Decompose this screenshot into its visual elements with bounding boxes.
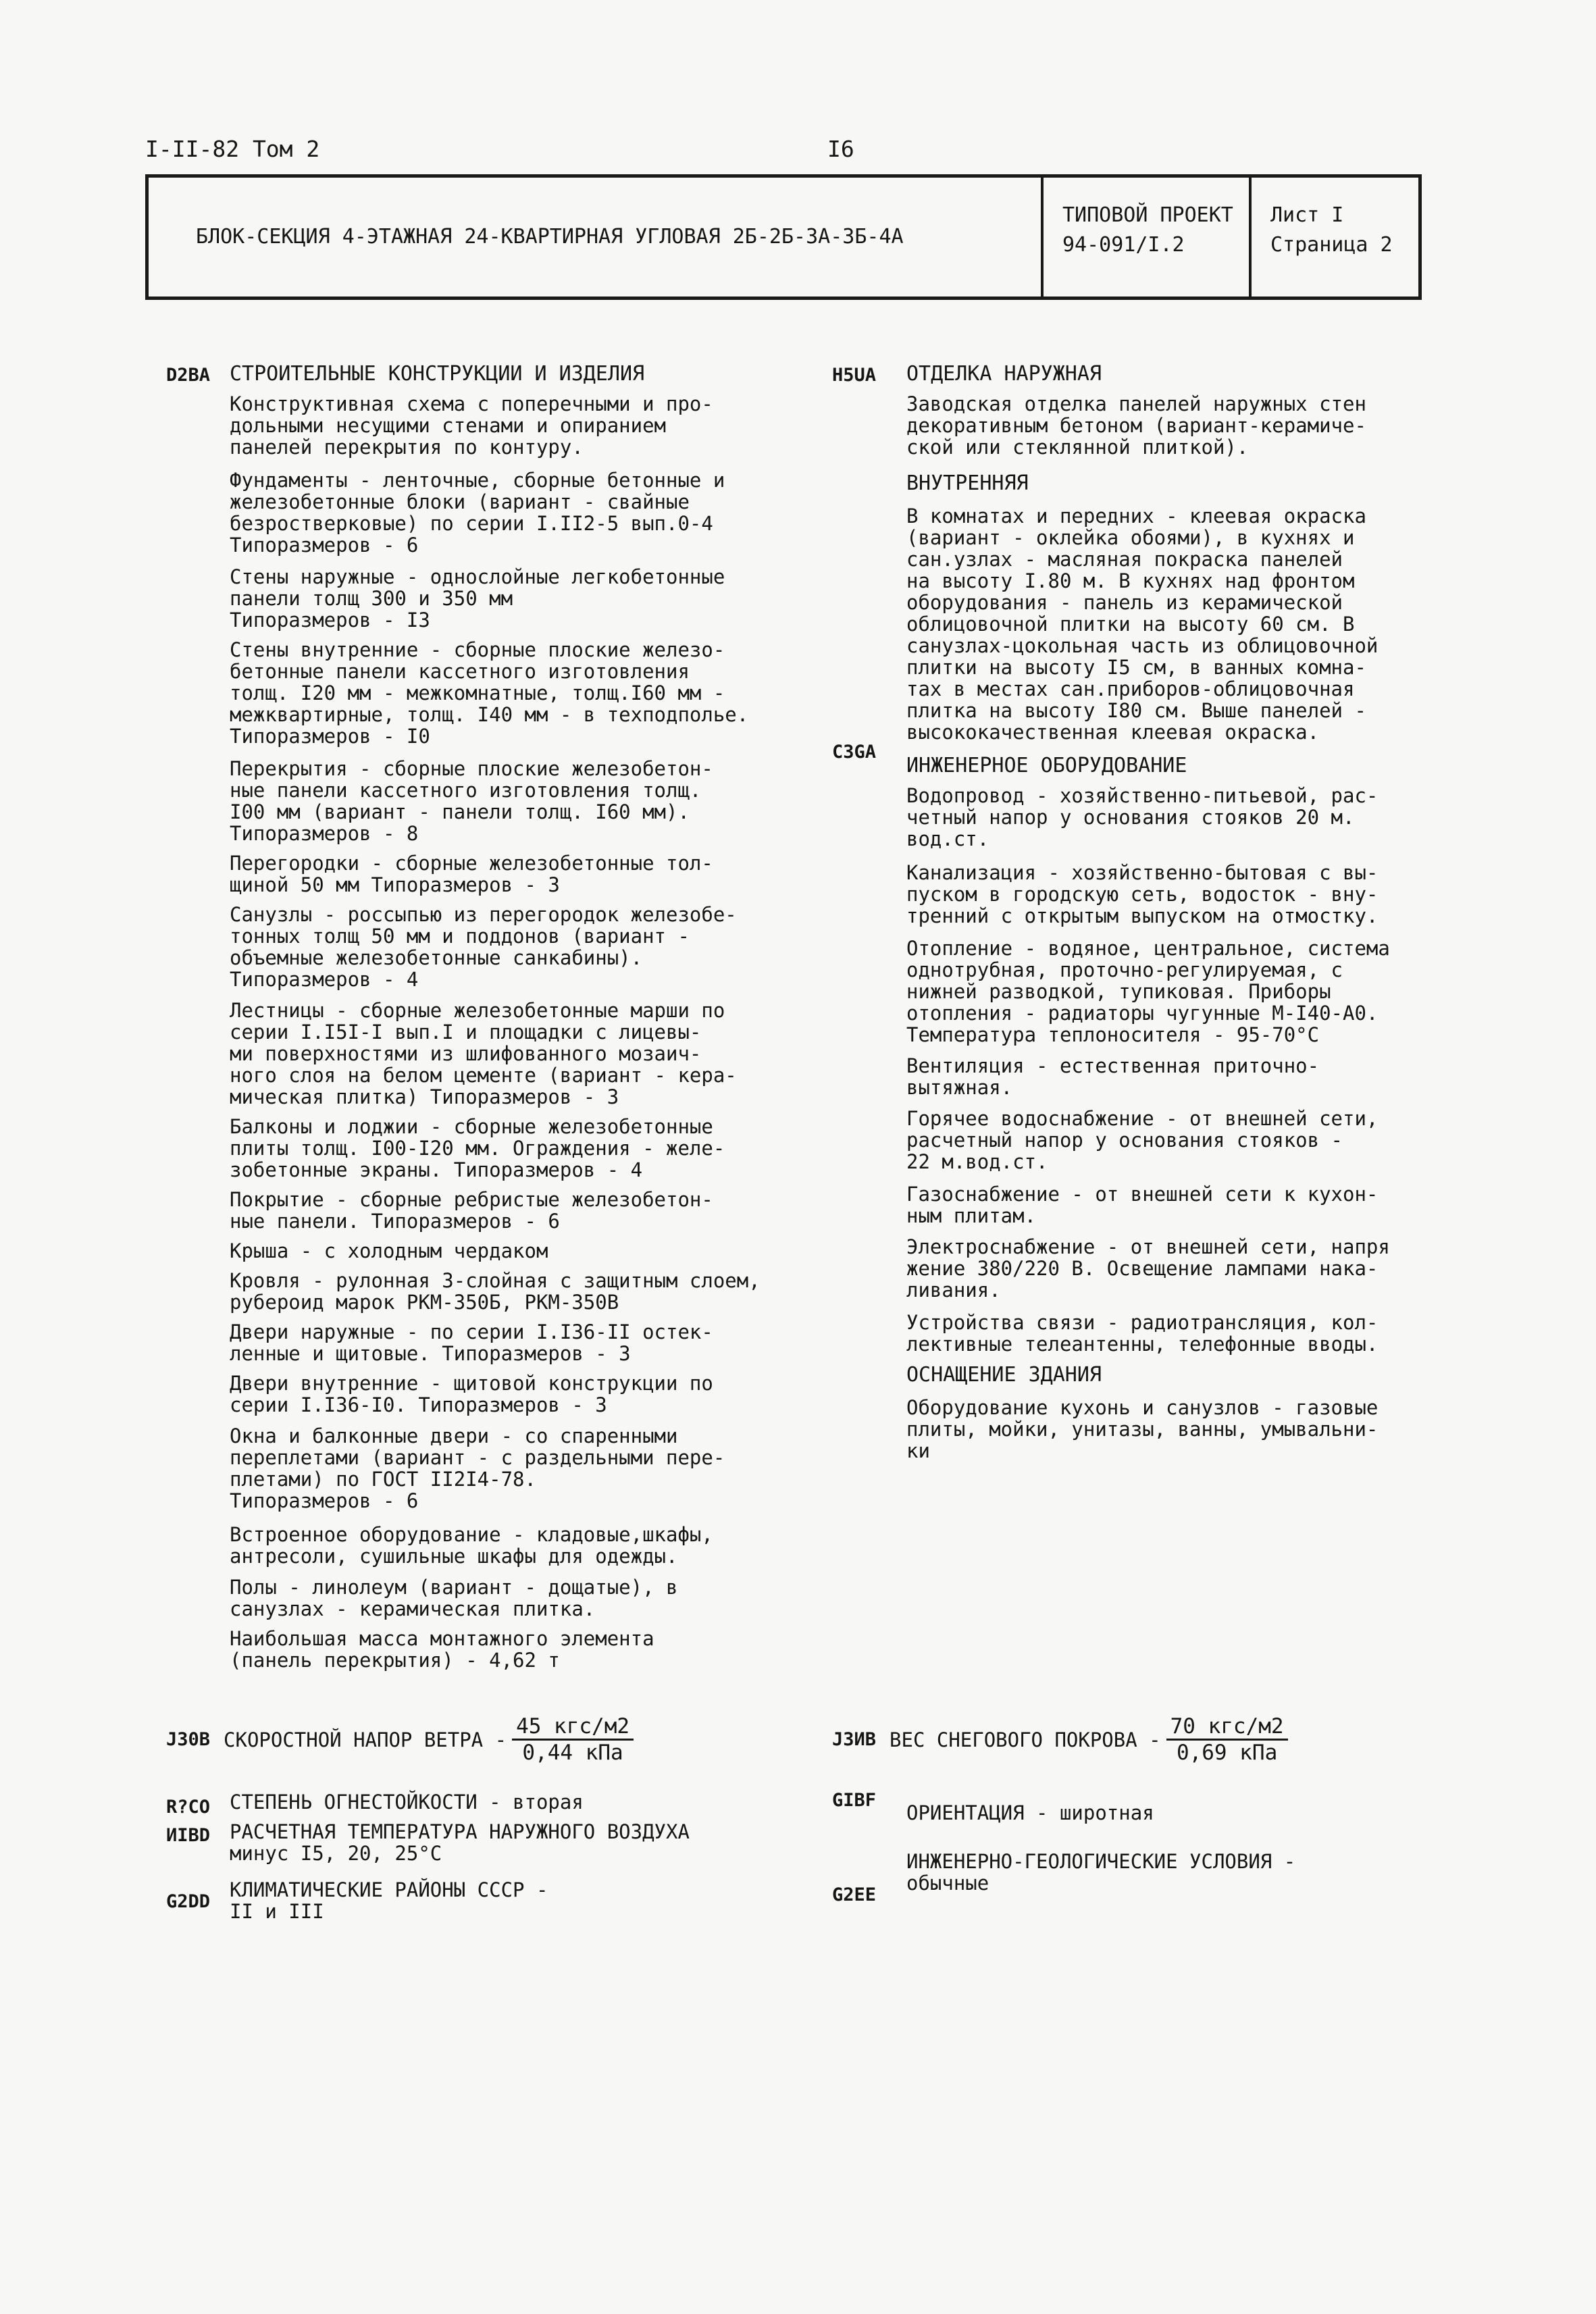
paragraph: Электроснабжение - от внешней сети, напря жение 380/220 В. Освещение лампами нака- ливания. [906,1235,1390,1302]
fire-resistance: СТЕПЕНЬ ОГНЕСТОЙКОСТИ - вторая [230,1791,584,1814]
field-code: ИIBD [166,1825,211,1846]
section-code: C3GA [832,742,877,763]
paragraph: В комнатах и передних - клеевая окраска (вариант - оклейка обоями), в кухнях и сан.узлах - масляная покраска панелей на высоту I.80 м. В кухнях над фронтом оборудования - панель из керамической облицовочной плитки на высоту 60 см. В санузлах-цокольная часть из облицовочной плитки на высоту I5 см, в ванных комна- тах в местах сан.приборов-облицовочная плитка на высоту I80 см. Выше панелей - высококачественная клеевая окраска. [906,505,1379,744]
sheet-cell [1252,178,1418,297]
paragraph: Покрытие - сборные ребристые железобетон- ные панели. Типоразмеров - 6 [230,1188,713,1233]
sheet-label: Лист I [1270,203,1344,227]
paragraph: Водопровод - хозяйственно-питьевой, рас- четный напор у основания стояков 20 м. вод.ст. [906,784,1379,850]
paragraph: Наибольшая масса монтажного элемента (панель перекрытия) - 4,62 т [230,1627,654,1672]
field-code: G2EE [832,1884,877,1905]
snow-load-value [1166,1714,1288,1765]
paragraph: Балконы и лоджии - сборные железобетонные плиты толщ. I00-I20 мм. Ограждения - желе- зобетонные экраны. Типоразмеров - 4 [230,1115,725,1181]
fraction-denominator: 0,69 кПа [1176,1741,1278,1765]
paragraph: Стены внутренние - сборные плоские железо- бетонные панели кассетного изготовления толщ. I20 мм - межкомнатные, толщ.I60 мм - межквартирные, толщ. I40 мм - в техподполье. Типоразмеров - I0 [230,638,749,748]
paragraph: Двери внутренние - щитовой конструкции по серии I.I36-I0. Типоразмеров - 3 [230,1372,713,1416]
orientation: ОРИЕНТАЦИЯ - широтная [906,1801,1154,1824]
field-code: R?CO [166,1797,211,1818]
paragraph: Окна и балконные двери - со спаренными переплетами (вариант - с раздельными пере- плетами) по ГОСТ II2I4-78. Типоразмеров - 6 [230,1424,725,1512]
paragraph: Перекрытия - сборные плоские железобетон- ные панели кассетного изготовления толщ. I00 мм (вариант - панели толщ. I60 мм). Типоразмеров - 8 [230,757,713,845]
paragraph: Вентиляция - естественная приточно- вытяжная. [906,1054,1320,1099]
paragraph: Перегородки - сборные железобетонные тол- щиной 50 мм Типоразмеров - 3 [230,852,713,896]
field-code: GIBF [832,1790,877,1811]
paragraph: Лестницы - сборные железобетонные марши по серии I.I5I-I вып.I и площадки с лицевы- ми поверхностями из шлифованного мозаич- ного слоя на белом цементе (вариант - кера- мическая плитка) Типоразмеров - 3 [230,999,737,1108]
paragraph: Крыша - с холодным чердаком [230,1239,548,1262]
geological-conditions: ИНЖЕНЕРНО-ГЕОЛОГИЧЕСКИЕ УСЛОВИЯ - обычные [906,1850,1296,1895]
section-heading: СТРОИТЕЛЬНЫЕ КОНСТРУКЦИИ И ИЗДЕЛИЯ [230,362,645,386]
paragraph: Заводская отделка панелей наружных стен декоративным бетоном (вариант-керамиче- ской или стеклянной плиткой). [906,392,1366,459]
paragraph: Горячее водоснабжение - от внешней сети, расчетный напор у основания стояков - 22 м.вод.ст. [906,1107,1379,1173]
paragraph: Канализация - хозяйственно-бытовая с вы- пуском в городскую сеть, водосток - вну- тренний с открытым выпуском на отмостку. [906,861,1379,927]
wind-pressure-label: СКОРОСТНОЙ НАПОР ВЕТРА - [224,1728,507,1751]
field-code: G2DD [166,1891,211,1912]
section-code: H5UA [832,365,877,386]
fraction-numerator: 70 кгс/м2 [1166,1714,1288,1741]
paragraph: Устройства связи - радиотрансляция, кол- лективные телеантенны, телефонные вводы. [906,1311,1379,1356]
fraction-denominator: 0,44 кПа [522,1741,623,1765]
project-cell [1044,178,1252,297]
page-number: I6 [827,136,854,162]
paragraph: Кровля - рулонная 3-слойная с защитным слоем, рубероид марок РКМ-350Б, РКМ-350В [230,1269,761,1314]
field-code: J30B [166,1728,211,1750]
series-label: I-II-82 Том 2 [145,136,320,162]
project-label: ТИПОВОЙ ПРОЕКТ [1062,203,1233,227]
climate-regions: КЛИМАТИЧЕСКИЕ РАЙОНЫ СССР - II и III [230,1878,548,1923]
paragraph: Оборудование кухонь и санузлов - газовые плиты, мойки, унитазы, ванны, умывальни- ки [906,1396,1379,1462]
paragraph: Стены наружные - однослойные легкобетонные панели толщ 300 и 350 мм Типоразмеров - I3 [230,565,725,632]
fraction-numerator: 45 кгс/м2 [512,1714,634,1741]
design-temperature: РАСЧЕТНАЯ ТЕМПЕРАТУРА НАРУЖНОГО ВОЗДУХА минус I5, 20, 25°С [230,1820,690,1865]
paragraph: Конструктивная схема с поперечными и про- дольными несущими стенами и опиранием панелей перекрытия по контуру. [230,392,713,459]
project-number: 94-091/I.2 [1062,233,1185,257]
paragraph: Отопление - водяное, центральное, система однотрубная, проточно-регулируемая, с нижней разводкой, тупиковая. Приборы отопления - радиаторы чугунные М-I40-А0. Температура теплоносителя - 95-70°С [906,937,1390,1046]
field-code: J3ИВ [832,1728,877,1750]
paragraph: Встроенное оборудование - кладовые,шкафы, антресоли, сушильные шкафы для одежды. [230,1523,713,1568]
paragraph: Газоснабжение - от внешней сети к кухон- ным плитам. [906,1183,1379,1227]
section-heading: ОТДЕЛКА НАРУЖНАЯ [906,362,1102,386]
snow-load-row [832,1714,1288,1765]
paragraph: Санузлы - россыпью из перегородок железобе- тонных толщ 50 мм и поддонов (вариант - объемные железобетонные санкабины). Типоразмеров - 4 [230,903,737,991]
title-cell [149,178,1044,297]
title-block [145,174,1422,300]
section-code: D2BA [166,365,211,386]
wind-pressure-value [512,1714,634,1765]
paragraph: Фундаменты - ленточные, сборные бетонные и железобетонные блоки (вариант - свайные безростверковые) по серии I.II2-5 вып.0-4 Типоразмеров - 6 [230,469,725,557]
paragraph: Полы - линолеум (вариант - дощатые), в санузлах - керамическая плитка. [230,1576,678,1620]
section-heading: ИНЖЕНЕРНОЕ ОБОРУДОВАНИЕ [906,754,1187,777]
snow-load-label: ВЕС СНЕГОВОГО ПОКРОВА - [890,1728,1161,1751]
page-label: Страница 2 [1270,233,1393,257]
document-title: БЛОК-СЕКЦИЯ 4-ЭТАЖНАЯ 24-КВАРТИРНАЯ УГЛОВАЯ 2Б-2Б-3А-3Б-4А [196,225,904,249]
section-heading: ОСНАЩЕНИЕ ЗДАНИЯ [906,1363,1102,1387]
section-heading: ВНУТРЕННЯЯ [906,471,1029,495]
wind-pressure-row [166,1714,634,1765]
paragraph: Двери наружные - по серии I.I36-II остек- ленные и щитовые. Типоразмеров - 3 [230,1320,713,1365]
